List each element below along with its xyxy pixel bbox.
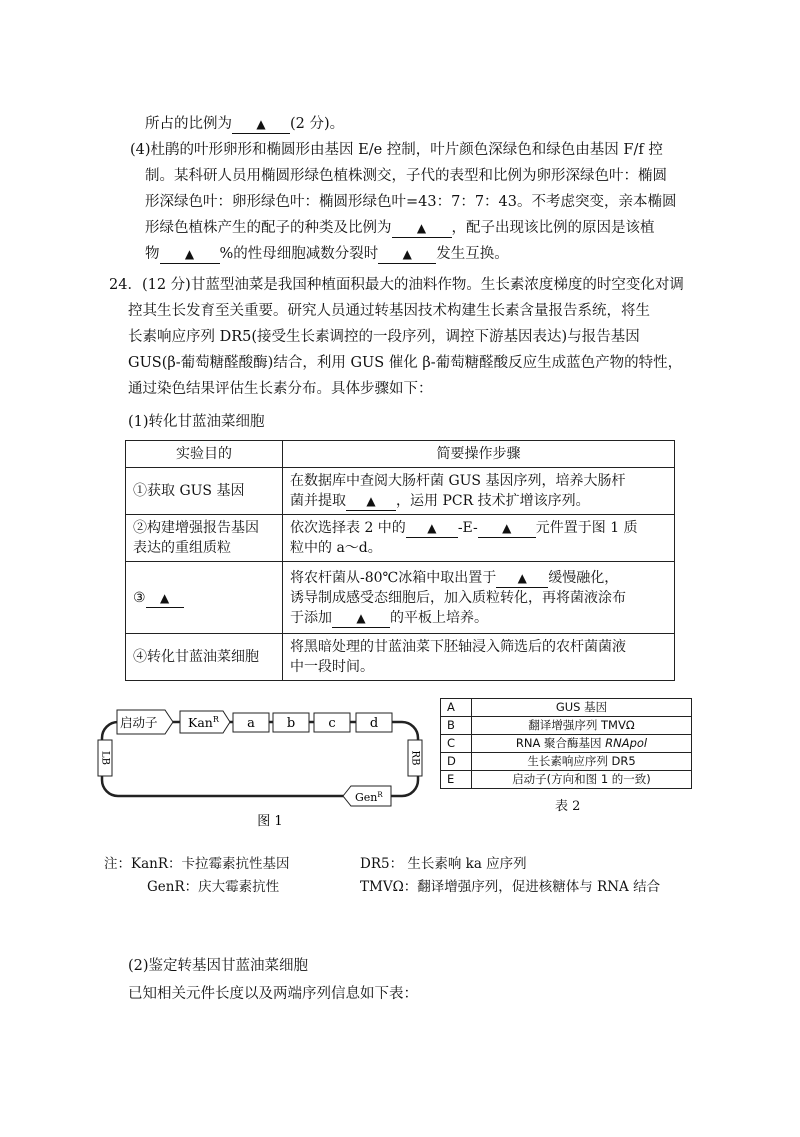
table-header: 简要操作步骤 <box>283 441 675 468</box>
table-header: 实验目的 <box>126 441 283 468</box>
q24-subheading-1: (1)转化甘蓝油菜细胞 <box>128 414 265 430</box>
svg-text:c: c <box>328 716 336 731</box>
note-dr5: DR5： 生长素响 ka 应序列 <box>360 856 527 872</box>
q24-subheading-2-line-2: 已知相关元件长度以及两端序列信息如下表： <box>128 986 418 1002</box>
q24-line-2: 控其生长发育至关重要。研究人员通过转基因技术构建生长素含量报告系统，将生 <box>128 303 650 319</box>
answer-blank[interactable]: ▲ <box>332 610 390 628</box>
table-row: D 生长素响应序列 DR5 <box>441 753 692 771</box>
note-genr: GenR：庆大霉素抗性 <box>147 879 280 895</box>
element-table <box>440 698 692 789</box>
svg-text:d: d <box>369 716 379 731</box>
table-row: C RNA 聚合酶基因 RNApol <box>441 735 692 753</box>
rb-label: RB <box>409 750 421 766</box>
q23-part4-line-2: 制。某科研人员用椭圆形绿色植株测交，子代的表型和比例为卵形深绿色叶：椭圆 <box>145 168 667 184</box>
table-row: ④转化甘蓝油菜细胞 将黑暗处理的甘蓝油菜下胚轴浸入筛选后的农杆菌菌液 中一段时间。 <box>126 634 675 681</box>
table-row: A GUS 基因 <box>441 699 692 717</box>
promoter-label: 启动子 <box>120 715 158 730</box>
answer-blank[interactable]: ▲ <box>160 246 220 264</box>
plasmid-diagram <box>95 700 430 835</box>
answer-blank[interactable]: ▲ <box>346 493 396 511</box>
q23-line-1: 所占的比例为 ▲ (2 分)。 <box>145 116 345 132</box>
svg-text:a: a <box>247 716 255 731</box>
table-row: B 翻译增强序列 TMVΩ <box>441 717 692 735</box>
q23-part4-line-3: 形深绿色叶：卵形绿色叶：椭圆形绿色叶=43：7：7：43。不考虑突变，亲本椭圆 <box>145 194 677 210</box>
table-caption: 表 2 <box>555 799 581 814</box>
table-row: ③ ▲ 将农杆菌从-80℃冰箱中取出置于 ▲ 缓慢融化， 诱导制成感受态细胞后，加入质粒转化，再将菌液涂布 于添加 ▲ 的平板上培养。 <box>126 562 675 634</box>
note-line-1: 注：KanR：卡拉霉素抗性基因 <box>104 856 290 872</box>
genr-label: Gen$^R$ <box>355 791 383 804</box>
q24-line-4: GUS(β-葡萄糖醛酸酶)结合，利用 GUS 催化 β-葡萄糖醛酸反应生成蓝色产物的特性， <box>128 355 683 371</box>
table-row: ②构建增强报告基因 表达的重组质粒 依次选择表 2 中的 ▲ -E- ▲ 元件置于图 1 质 粒中的 a～d。 <box>126 515 675 562</box>
q24-line-1: 24．(12 分)甘蓝型油菜是我国种植面积最大的油料作物。生长素浓度梯度的时空变化对调 <box>109 277 684 293</box>
answer-blank[interactable]: ▲ <box>496 570 548 588</box>
q24-subheading-2: (2)鉴定转基因甘蓝油菜细胞 <box>128 958 309 974</box>
answer-blank[interactable]: ▲ <box>392 220 452 238</box>
answer-blank[interactable]: ▲ <box>478 520 536 538</box>
q23-part4-line-5: 物 ▲ %的性母细胞减数分裂时 ▲ 发生互换。 <box>145 246 509 262</box>
answer-blank[interactable]: ▲ <box>378 246 436 264</box>
table-row: ①获取 GUS 基因 在数据库中查阅大肠杆菌 GUS 基因序列，培养大肠杆 菌并提取 ▲ ，运用 PCR 技术扩增该序列。 <box>126 468 675 515</box>
answer-blank[interactable]: ▲ <box>232 116 290 134</box>
lb-label: LB <box>99 751 111 765</box>
procedure-table <box>125 440 675 681</box>
answer-blank[interactable]: ▲ <box>146 590 184 608</box>
kanr-label: Kan$^R$ <box>188 715 219 730</box>
answer-blank[interactable]: ▲ <box>406 520 458 538</box>
q23-part4-line-4: 形绿色植株产生的配子的种类及比例为 ▲ ，配子出现该比例的原因是该植 <box>145 220 655 236</box>
note-tmv: TMVΩ：翻译增强序列，促进核糖体与 RNA 结合 <box>360 879 661 895</box>
figure-caption: 图 1 <box>257 814 283 829</box>
q24-line-3: 长素响应序列 DR5(接受生长素调控的一段序列，调控下游基因表达)与报告基因 <box>128 329 640 345</box>
svg-text:b: b <box>286 716 296 731</box>
q23-part4-line-1: (4)杜鹃的叶形卵形和椭圆形由基因 E/e 控制，叶片颜色深绿色和绿色由基因 F/f 控 <box>130 142 663 158</box>
table-row: E 启动子(方向和图 1 的一致) <box>441 771 692 789</box>
q24-line-5: 通过染色结果评估生长素分布。具体步骤如下： <box>128 381 433 397</box>
